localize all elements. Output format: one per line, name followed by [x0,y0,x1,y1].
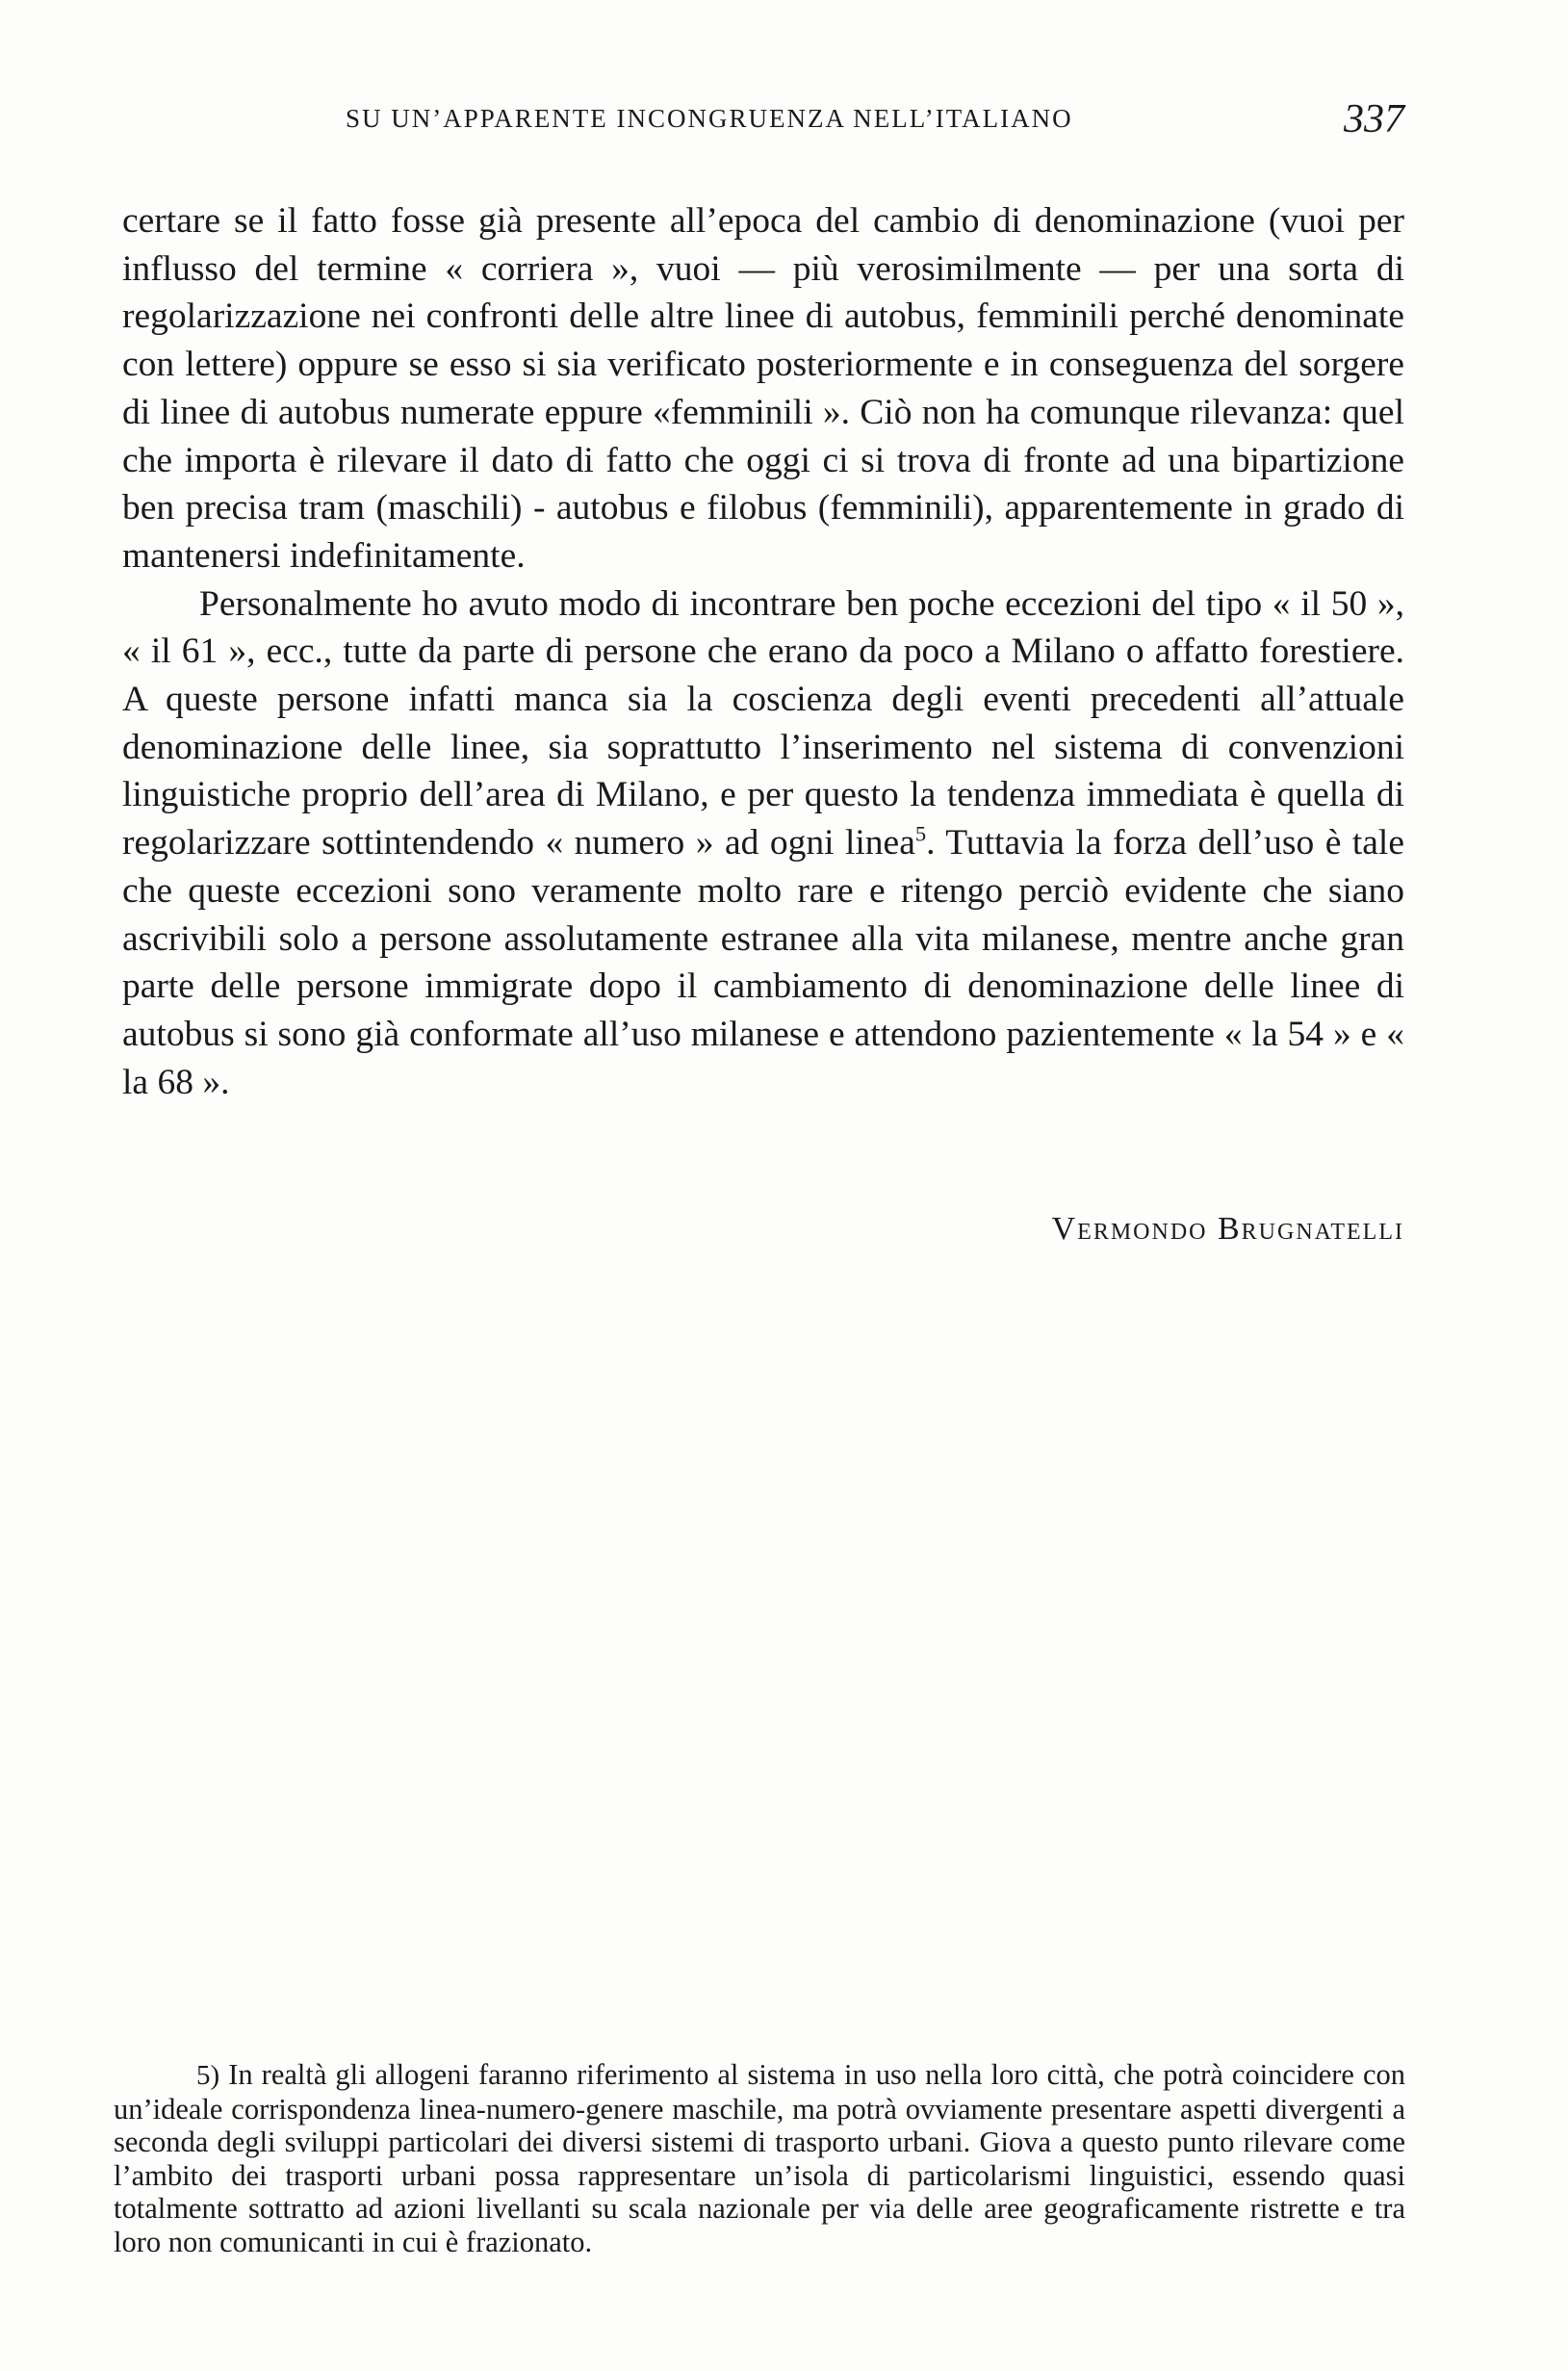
paragraph-1: certare se il fatto fosse già presente all’epoca del cambio di denominazione (vuoi per influsso del termine « corriera », vuoi — più verosimilmente — per una sorta di regolarizzazione nei confronti delle altre linee di autobus, femminili perché denominate con lettere) oppure se esso si sia verificato posteriormente e in conseguenza del sorgere di linee di autobus numerate eppure «femminili ». Ciò non ha comunque rilevanza: quel che importa è rilevare il dato di fatto che oggi ci si trova di fronte ad una bipartizione ben precisa tram (maschili) - autobus e filobus (femminili), apparentemente in grado di mantenersi indefinitamente. [122,201,1404,576]
paragraph-2-text-b: . Tuttavia la forza dell’uso è tale che queste eccezioni sono veramente molto rare e ritengo perciò evidente che siano ascrivibili solo a persone assolutamente estranee alla vita milanese, mentre anche gran parte delle persone immigrate dopo il cambiamento di denominazione delle linee di autobus si sono già conformate all’uso milanese e attendono pazientemente « la 54 » e « la 68 ». [122,823,1404,1102]
page-number: 337 [1344,97,1404,142]
running-head [122,94,1404,152]
footnote-reference: 5 [914,821,927,846]
footnote-block [114,2058,1405,2259]
running-title: SU UN’APPARENTE INCONGRUENZA NELL’ITALIANO [346,104,1073,133]
author-name: Vermondo Brugnatelli [1051,1211,1404,1247]
author-signature [1052,1211,1404,1248]
footnote-5 [114,2058,1405,2259]
body-text [122,197,1404,1106]
footnote-mark: 5) [196,2060,220,2091]
paragraph-2-text-a: Personalmente ho avuto modo di incontrare ben poche eccezioni del tipo « il 50 », « il 61 », ecc., tutte da parte di persone che erano da poco a Milano o affatto forestiere. A queste persone infatti manca sia la coscienza degli eventi precedenti all’attuale denominazione delle linee, sia soprattutto l’inserimento nel sistema di convenzioni linguistiche proprio dell’area di Milano, e per questo la tendenza immediata è quella di regolarizzare sottintendendo « numero » ad ogni linea [122,583,1404,863]
footnote-text: In realtà gli allogeni faranno riferimento al sistema in uso nella loro città, che potrà coincidere con un’ideale corrispondenza linea-numero-genere maschile, ma potrà ovviamente presentare aspetti divergenti a seconda degli sviluppi particolari dei diversi sistemi di trasporto urbani. Giova a questo punto rilevare come l’ambito dei trasporti urbani possa rappresentare un’isola di particolarismi linguistici, essendo quasi totalmente sottratto ad azioni livellanti su scala nazionale per via delle aree geograficamente ristrette e tra loro non comunicanti in cui è frazionato. [114,2058,1406,2258]
paragraph-2 [122,580,1404,1107]
